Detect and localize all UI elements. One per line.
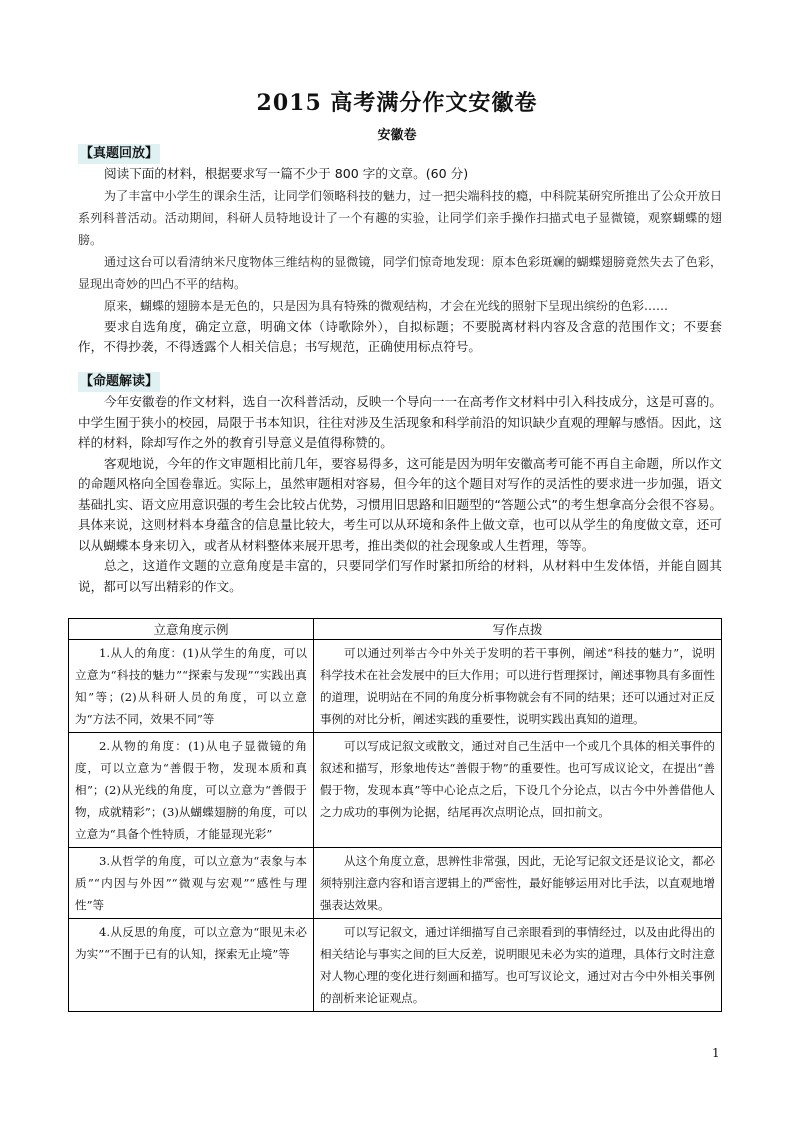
analysis-paragraph: 客观地说，今年的作文审题相比前几年，要容易得多，这可能是因为明年安徽高考可能不再自主命题，所以作文的命题风格向全国卷靠近。实际上，虽然审题相对容易，但今年的这个题目对写作的灵活性的要求进一步加强，语文基础扎实、语文应用意识强的考生会比较占优势，习惯用旧思路和旧题型的“答题公式”的考生想拿高分会很不容易。具体来说，这则材料本身蕴含的信息量比较大，考生可以从环境和条件上做文章，也可以从学生的角度做文章，还可以从蝴蝶本身来切入，或者从材料整体来展开思考，推出类似的社会现象或人生哲理，等等。 [78,455,722,553]
table-row [69,640,722,733]
tips-cell: 可以写成记叙文或散文，通过对自己生活中一个或几个具体的相关事件的叙述和描写，形象地传达“善假于物”的重要性。也可写成议论文，在提出“善假于物，发现本真”等中心论点之后，下设几个分论点，以古今中外善借他人之力成功的事例为论据，结尾再次点明论点，回扣前文。 [314,733,722,848]
material-paragraph: 原来，蝴蝶的翅膀本是无色的，只是因为具有特殊的微观结构，才会在光线的照射下呈现出缤纷的色彩…… [104,298,669,313]
table-header-row [69,619,722,640]
tips-cell: 可以写记叙文，通过详细描写自己亲眼看到的事情经过，以及由此得出的相关结论与事实之间的巨大反差，说明眼见未必为实的道理，具体行文时注意对人物心理的变化进行刻画和描写。也可写议论文，通过对古今中外相关事例的剖析来论证观点。 [314,919,722,1012]
page-title: 2015 高考满分作文安徽卷 [256,90,538,116]
analysis-paragraph: 总之，这道作文题的立意角度是丰富的，只要同学们写作时紧扣所给的材料，从材料中生发体悟，并能自圆其说，都可以写出精彩的作文。 [78,558,722,594]
tips-cell: 从这个角度立意，思辨性非常强，因此，无论写记叙文还是议论文，都必须特别注意内容和语言逻辑上的严密性，最好能够运用对比手法，以直观地增强表达效果。 [314,848,722,919]
table-row [69,848,722,919]
material-paragraph: 通过这台可以看清纳米尺度物体三维结构的显微镜，同学们惊奇地发现：原本色彩斑斓的蝴蝶翅膀竟然失去了色彩，显现出奇妙的凹凸不平的结构。 [78,254,722,291]
tips-cell: 可以通过列举古今中外关于发明的若干事例，阐述“科技的魅力”，说明科学技术在社会发展中的巨大作用；可以进行哲理探讨，阐述事物具有多面性的道理，说明站在不同的角度分析事物就会有不同的结果；还可以通过对正反事例的对比分析，阐述实践的重要性，说明实践出真知的道理。 [314,640,722,733]
angle-cell: 1.从人的角度：(1)从学生的角度，可以立意为“科技的魅力”“探索与发现”“实践出真知”等；(2)从科研人员的角度，可以立意为“方法不同，效果不同”等 [69,640,314,733]
requirements-text: 要求自选角度，确定立意，明确文体（诗歌除外），自拟标题；不要脱离材料内容及含意的范围作文；不要套作，不得抄袭，不得透露个人相关信息；书写规范，正确使用标点符号。 [78,318,722,354]
section-analysis [78,370,722,597]
column-header-angle: 立意角度示例 [69,619,314,640]
analysis-paragraph: 今年安徽卷的作文材料，选自一次科普活动，反映一个导向一一在高考作文材料中引入科技成分，这是可喜的。中学生囿于狭小的校园，局限于书本知识，往往对涉及生活现象和科学前沿的知识缺少直观的理解与感悟。因此，这样的材料，除却写作之外的教育引导意义是值得称赞的。 [78,394,722,450]
table-row [69,919,722,1012]
table-row [69,733,722,848]
instruction-text: 阅读下面的材料，根据要求写一篇不少于 800 字的文章。(60 分) [104,166,469,181]
column-header-tips: 写作点拨 [314,619,722,640]
page-subtitle: 安徽卷 [377,128,417,143]
page-number: 1 [712,1046,720,1060]
ideas-table [68,618,722,1012]
angle-cell: 2.从物的角度：(1)从电子显微镜的角度，可以立意为“善假于物，发现本质和真相”；(2)从光线的角度，可以立意为“善假于物，成就精彩”；(3)从蝴蝶翅膀的角度，可以立意为“具备个性特质，才能显现光彩” [69,733,314,848]
section-label-question: 【真题回放】 [78,144,160,164]
material-paragraph: 为了丰富中小学生的课余生活，让同学们领略科技的魅力，过一把尖端科技的瘾，中科院某研究所推出了公众开放日系列科普活动。活动期间，科研人员特地设计了一个有趣的实验，让同学们亲手操作扫描式电子显微镜，观察蝴蝶的翅膀。 [78,188,722,247]
angle-cell: 3.从哲学的角度，可以立意为“表象与本质”“内因与外因”“微观与宏观”“感性与理性”等 [69,848,314,919]
section-label-analysis: 【命题解读】 [78,372,160,392]
angle-cell: 4.从反思的角度，可以立意为“眼见未必为实”“不囿于已有的认知，探索无止境”等 [69,919,314,1012]
section-exam-question [78,142,722,358]
